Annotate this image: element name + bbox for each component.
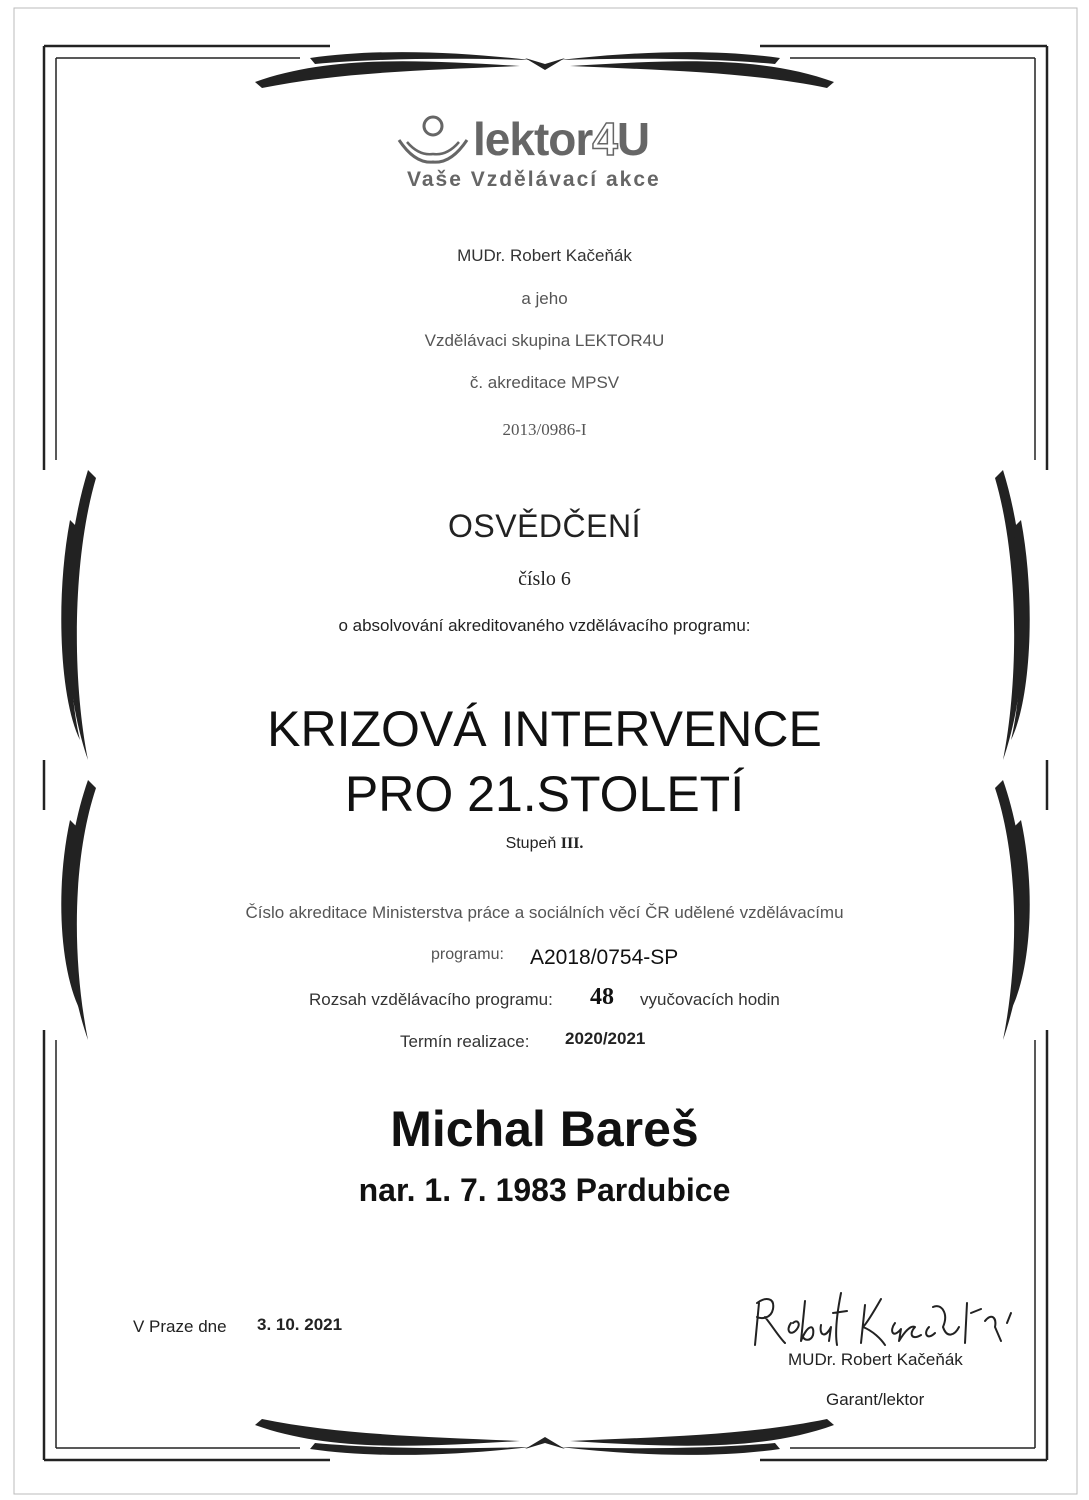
logo-wordmark: lektor4U — [473, 113, 650, 165]
scope-unit: vyučovacích hodin — [640, 990, 780, 1009]
signer-name: MUDr. Robert Kačeňák — [788, 1350, 963, 1369]
scope-label: Rozsah vzdělávacího programu: — [309, 990, 553, 1009]
term-value: 2020/2021 — [565, 1029, 646, 1048]
accreditation-text: Číslo akreditace Ministerstva práce a sociálních věcí ČR udělené vzdělávacímu — [245, 903, 844, 922]
program-label: programu: — [431, 946, 504, 963]
program-level — [0, 835, 1089, 853]
program-code: A2018/0754-SP — [530, 946, 679, 969]
issuer-accreditation-number: 2013/0986-I — [502, 420, 587, 439]
level-label: Stupeň — [505, 835, 557, 852]
lektor4u-logo — [395, 112, 705, 192]
certificate-title: OSVĚDČENÍ — [448, 508, 641, 544]
logo-tagline: Vaše Vzdělávací akce — [407, 168, 661, 191]
issue-date: 3. 10. 2021 — [257, 1315, 343, 1334]
certificate-intro: o absolvování akreditovaného vzdělávacího programu: — [338, 616, 751, 635]
certificate-number: číslo 6 — [518, 568, 571, 590]
place-label: V Praze dne — [133, 1317, 227, 1336]
level-value: III. — [560, 835, 584, 852]
term-label: Termín realizace: — [400, 1032, 530, 1051]
signer-role: Garant/lektor — [826, 1390, 925, 1409]
program-title-line2: PRO 21.STOLETÍ — [344, 766, 745, 822]
program-title-line1: KRIZOVÁ INTERVENCE — [267, 701, 822, 757]
issuer-name: MUDr. Robert Kačeňák — [457, 246, 632, 265]
scope-value: 48 — [590, 984, 614, 1010]
issuer-conjunction: a jeho — [521, 289, 568, 308]
issuer-group: Vzdělávaci skupina LEKTOR4U — [424, 331, 665, 350]
recipient-birth: nar. 1. 7. 1983 Pardubice — [358, 1172, 731, 1208]
person-wave-logo-icon — [395, 114, 471, 170]
recipient-name: Michal Bareš — [390, 1101, 699, 1157]
issuer-accreditation-label: č. akreditace MPSV — [469, 373, 620, 392]
